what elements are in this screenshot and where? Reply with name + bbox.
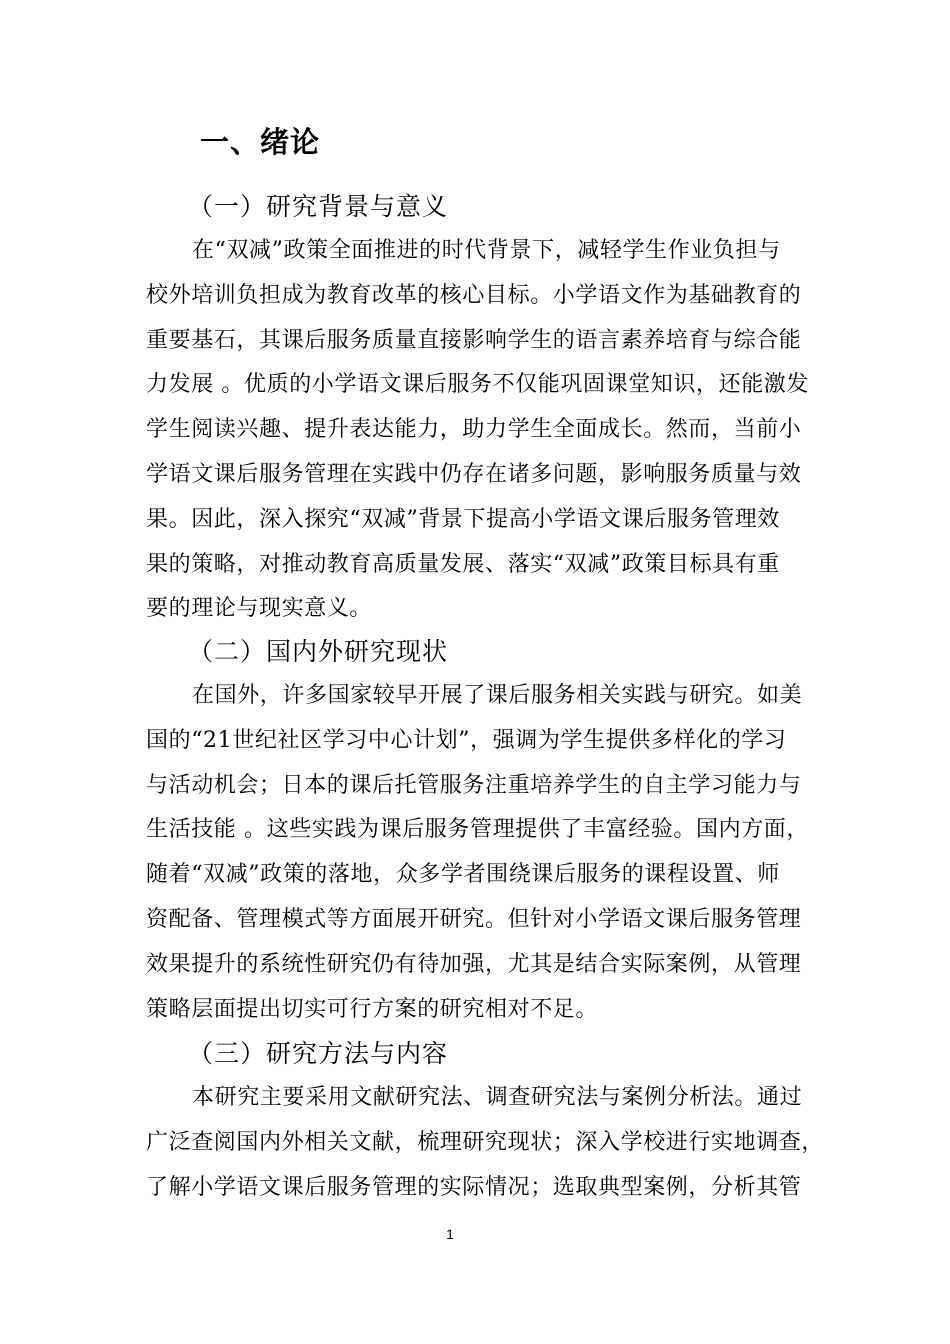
paragraph-line: 在“双减”政策全面推进的时代背景下，减轻学生作业负担与	[192, 238, 781, 263]
paragraph-line: 在国外，许多国家较早开展了课后服务相关实践与研究。如美	[192, 683, 803, 708]
paragraph-line: 重要基石，其课后服务质量直接影响学生的语言素养培育与综合能	[146, 327, 802, 353]
paragraph-line: 生活技能 。这些实践为课后服务管理提供了丰富经验。国内方面，	[146, 817, 809, 843]
paragraph-line: 学语文课后服务管理在实践中仍存在诸多问题，影响服务质量与效	[146, 461, 802, 487]
paragraph-line: 与活动机会；日本的课后托管服务注重培养学生的自主学习能力与	[146, 772, 802, 798]
paragraph-line: 力发展 。优质的小学语文课后服务不仅能巩固课堂知识，还能激发	[146, 372, 809, 398]
section-title: （一）研究背景与意义	[188, 192, 449, 221]
paragraph-line: 果的策略，对推动教育高质量发展、落实“双减”政策目标具有重	[146, 551, 780, 577]
paragraph-line: 国的“21世纪社区学习中心计划”，强调为学生提供多样化的学习	[146, 727, 787, 753]
paragraph-line: 校外培训负担成为教育改革的核心目标。小学语文作为基础教育的	[146, 282, 802, 308]
paragraph-line: 效果提升的系统性研究仍有待加强，尤其是结合实际案例，从管理	[146, 951, 802, 977]
paragraph-line: 资配备、管理模式等方面展开研究。但针对小学语文课后服务管理	[146, 906, 802, 932]
section-title: （三）研究方法与内容	[188, 1039, 449, 1068]
section-background	[146, 185, 814, 632]
section-research-status	[146, 630, 814, 1032]
paragraph-line: 要的理论与现实意义。	[146, 596, 373, 622]
page-number: 1	[446, 1226, 454, 1242]
paragraph-line: 学生阅读兴趣、提升表达能力，助力学生全面成长。然而，当前小	[146, 417, 802, 443]
paragraph-line: 策略层面提出切实可行方案的研究相对不足。	[146, 996, 599, 1022]
paragraph-line: 了解小学语文课后服务管理的实际情况；选取典型案例，分析其管	[146, 1174, 802, 1200]
section-title: （二）国内外研究现状	[188, 637, 449, 666]
paragraph-line: 果。因此，深入探究“双减”背景下提高小学语文课后服务管理效	[146, 506, 780, 532]
paragraph-line: 广泛查阅国内外相关文献，梳理研究现状；深入学校进行实地调查，	[146, 1129, 825, 1155]
paragraph-line: 本研究主要采用文献研究法、调查研究法与案例分析法。通过	[192, 1085, 803, 1110]
chapter-heading: 一、绪论	[200, 125, 321, 159]
paragraph-line: 随着“双减”政策的落地，众多学者围绕课后服务的课程设置、师	[146, 862, 780, 888]
section-methods	[146, 1032, 825, 1210]
